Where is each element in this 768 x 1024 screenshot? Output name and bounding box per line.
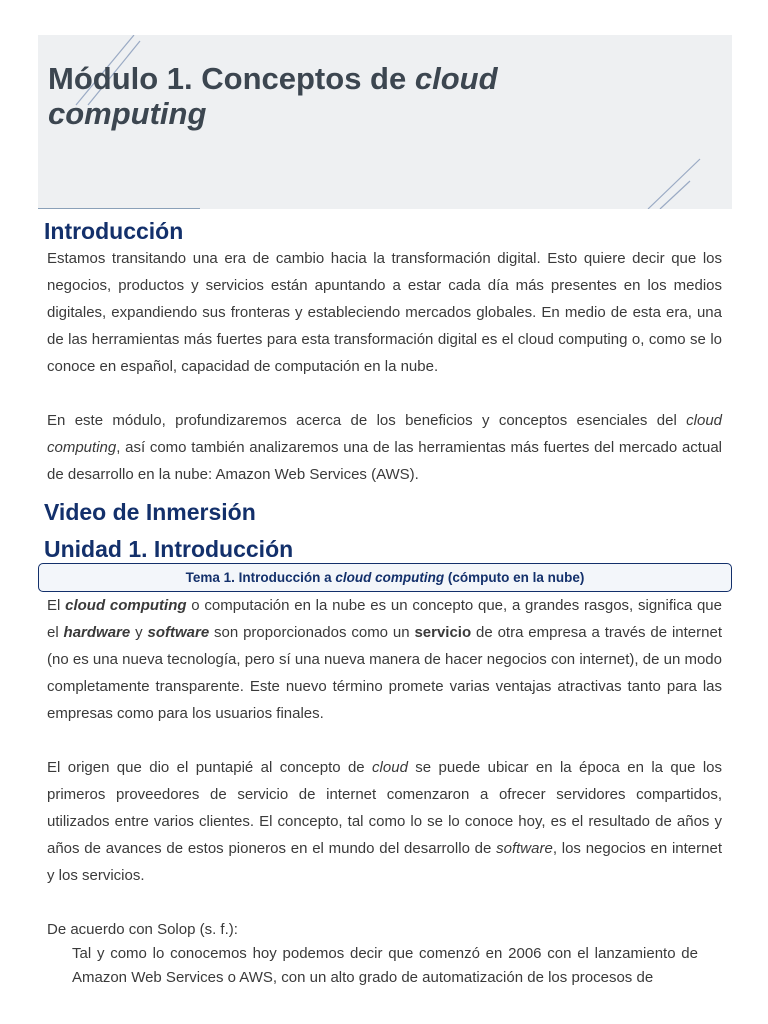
unit-paragraph-1: El cloud computing o computación en la nube es un concepto que, a grandes rasgos, significa que el hardware y software son proporcionados como un servicio de otra empresa a través de internet (no es una nueva tecnología, pero sí una nueva manera de hacer negocios con internet), de un modo completamente transparente. Este nuevo término promete varias ventajas atractivas tanto para las empresas como para los usuarios finales.: [47, 597, 722, 722]
intro-paragraph-2: En este módulo, profundizaremos acerca de los beneficios y conceptos esenciales del cloud computing, así como también analizaremos una de las herramientas más fuertes del mercado actual de desarrollo en la nube: Amazon Web Services (AWS).: [47, 412, 722, 483]
unit-heading: Unidad 1. Introducción: [44, 536, 294, 562]
video-heading: Video de Inmersión: [44, 499, 256, 525]
unit-paragraph-2: El origen que dio el puntapié al concepto de cloud se puede ubicar en la época en la que los primeros proveedores de servicio de internet comenzaron a ofrecer servidores compartidos, utilizados entre varios clientes. El concepto, tal como lo se lo conoce hoy, es el resultado de años y años de avances de estos pioneros en el mundo del desarrollo de software, los negocios en internet y los servicios.: [47, 759, 722, 884]
module-title: Módulo 1. Conceptos de cloud computing: [48, 61, 498, 131]
block-quote: Tal y como lo conocemos hoy podemos decir que comenzó en 2006 con el lanzamiento de Amazon Web Services o AWS, con un alto grado de automatización de los procesos de: [72, 945, 698, 986]
banner-underline: [38, 208, 200, 209]
citation-intro: De acuerdo con Solop (s. f.):: [47, 921, 238, 938]
topic-banner: Tema 1. Introducción a cloud computing (cómputo en la nube): [38, 563, 732, 592]
module-banner: [38, 35, 732, 209]
intro-heading: Introducción: [44, 218, 184, 244]
intro-paragraph-1: Estamos transitando una era de cambio hacia la transformación digital. Esto quiere decir que los negocios, productos y servicios están apuntando a estar cada día más presentes en los medios digitales, expandiendo sus fronteras y estableciendo mercados globales. En medio de esta era, una de las herramientas más fuertes para esta transformación digital es el cloud computing o, como se lo conoce en español, capacidad de computación en la nube.: [47, 250, 722, 375]
